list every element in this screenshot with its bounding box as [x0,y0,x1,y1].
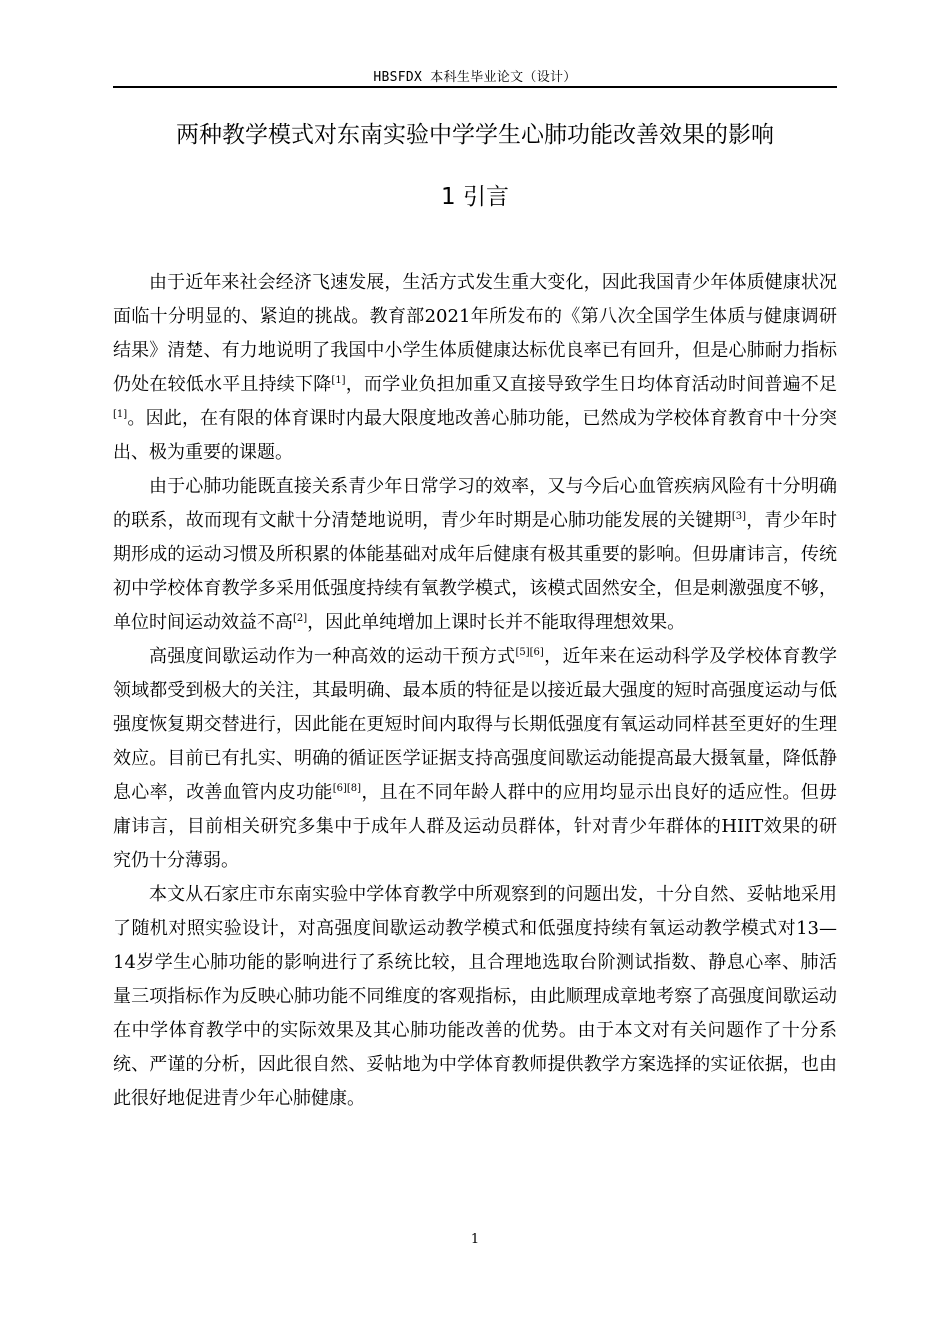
citation: [1] [331,375,346,386]
running-header: HBSFDX 本科生毕业论文（设计） [373,70,577,85]
citation: [1] [113,409,128,420]
citation: [6][8] [332,783,362,794]
paragraph-1: 由于近年来社会经济飞速发展，生活方式发生重大变化，因此我国青少年体质健康状况面临十分明显的、紧迫的挑战。教育部2021年所发布的《第八次全国学生体质与健康调研结果》清楚、有力地说明了我国中小学生体质健康达标优良率已有回升，但是心肺耐力指标仍处在较低水平且持续下降[1]，而学业负担加重又直接导致学生日均体育活动时间普遍不足[1]。因此，在有限的体育课时内最大限度地改善心肺功能，已然成为学校体育教育中十分突出、极为重要的课题。 [113,272,838,463]
section-heading: 1 引言 [441,184,509,210]
paragraph-3: 高强度间歇运动作为一种高效的运动干预方式[5][6]，近年来在运动科学及学校体育教学领域都受到极大的关注，其最明确、最本质的特征是以接近最大强度的短时高强度运动与低强度恢复期交替进行，因此能在更短时间内取得与长期低强度有氧运动同样甚至更好的生理效应。目前已有扎实、明确的循证医学证据支持高强度间歇运动能提高最大摄氧量，降低静息心率，改善血管内皮功能[6][8]，且在不同年龄人群中的应用均显示出良好的适应性。但毋庸讳言，目前相关研究多集中于成年人群及运动员群体，针对青少年群体的HIIT效果的研究仍十分薄弱。 [113,646,838,871]
citation: [3] [731,511,746,522]
paragraph-4: 本文从石家庄市东南实验中学体育教学中所观察到的问题出发，十分自然、妥帖地采用了随机对照实验设计，对高强度间歇运动教学模式和低强度持续有氧运动教学模式对13—14岁学生心肺功能的影响进行了系统比较，且合理地选取台阶测试指数、静息心率、肺活量三项指标作为反映心肺功能不同维度的客观指标，由此顺理成章地考察了高强度间歇运动在中学体育教学中的实际效果及其心肺功能改善的优势。由于本文对有关问题作了十分系统、严谨的分析，因此很自然、妥帖地为中学体育教师提供教学方案选择的实证依据，也由此很好地促进青少年心肺健康。 [113,884,837,1109]
citation: [2] [293,613,308,624]
paragraph-2: 由于心肺功能既直接关系青少年日常学习的效率，又与今后心血管疾病风险有十分明确的联系，故而现有文献十分清楚地说明，青少年时期是心肺功能发展的关键期[3]，青少年时期形成的运动习惯及所积累的体能基础对成年后健康有极其重要的影响。但毋庸讳言，传统初中学校体育教学多采用低强度持续有氧教学模式，该模式固然安全，但是刺激强度不够，单位时间运动效益不高[2]，因此单纯增加上课时长并不能取得理想效果。 [113,476,838,633]
body-text [113,266,837,1116]
page-title: 两种教学模式对东南实验中学学生心肺功能改善效果的影响 [176,122,774,148]
header-rule [113,86,837,88]
page-number: 1 [470,1232,480,1247]
citation: [5][6] [515,647,544,658]
